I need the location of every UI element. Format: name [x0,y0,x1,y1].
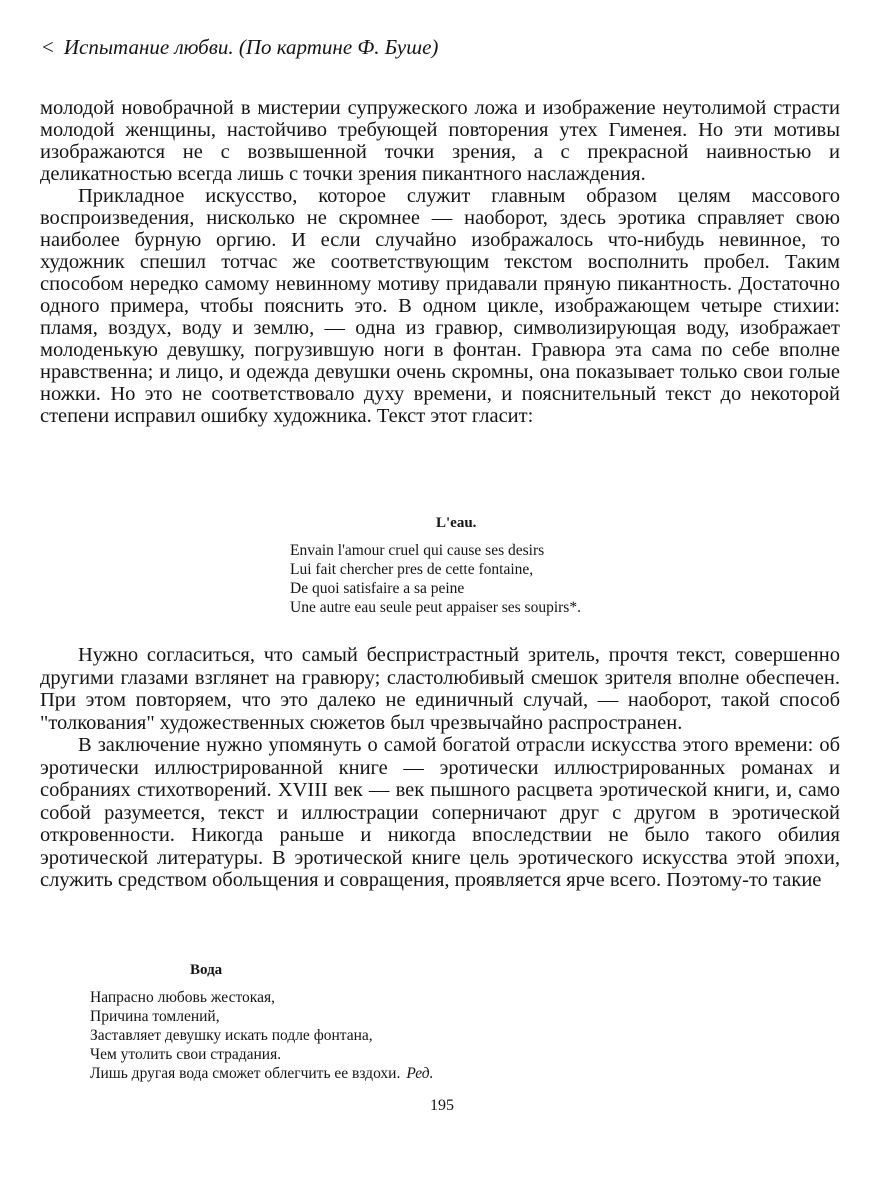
quote-line-1: Envain l'amour cruel qui cause ses desirs [290,542,545,559]
running-head-title: Испытание любви. (По картине Ф. Буше) [63,35,439,59]
paragraph-4: В заключение нужно упомянуть о самой богатой отрасли искусства этого времени: об эротически иллюстрированной книге — эротически иллюстрированных романах и собраниях стихотворений. XVIII век — век пышного расцвета эротической книги, и, само собой разумеется, текст и иллюстрации соперничают друг с другом в эротической откровенности. Никогда раньше и никогда впоследствии не было такого обилия эротической литературы. В эротической книге цель эротического искусства этой эпохи, служить средством обольщения и совращения, проявляется ярче всего. Поэтому-то такие [40,734,840,891]
footnote-translation [90,961,610,1083]
editor-note: Ред. [406,1065,434,1082]
quote-line-3: De quoi satisfaire a sa peine [290,580,465,597]
paragraph-1: молодой новобрачной в мистерии супружеского ложа и изображение неутолимой страсти молодой женщины, настойчиво требующей повторения утех Гименея. Но эти мотивы изображаются не с возвышенной точки зрения, а с прекрасной наивностью и деликатностью всегда лишь с точки зрения пикантного наслаждения. [40,97,840,185]
paragraph-2: Прикладное искусство, которое служит главным образом целям массового воспроизведения, нисколько не скромнее — наоборот, здесь эротика справляет свою наиболее бурную оргию. И если случайно изображалось что-нибудь невинное, то художник спешил тотчас же соответствующим текстом восполнить пробел. Таким способом нередко самому невинному мотиву придавали пряную пикантность. Достаточно одного примера, чтобы пояснить это. В одном цикле, изображающем четыре стихии: пламя, воздух, воду и землю, — одна из гравюр, символизирующая воду, изображает молоденькую девушку, погрузившую ноги в фонтан. Гравюра эта сама по себе вполне нравственна; и лицо, и одежда девушки очень скромны, она показывает только свои голые ножки. Но это не соответствовало духу времени, и пояснительный текст до некоторой степени исправил ошибку художника. Текст этот гласит: [40,185,840,427]
body-text-bottom [40,644,840,892]
quote-line-2: Lui fait chercher pres de cette fontaine, [290,561,534,578]
footnote-line-5 [90,1064,610,1083]
footnote-title: Вода [190,962,223,978]
footnote-line-3: Заставляет девушку искать подле фонтана, [90,1027,373,1044]
paragraph-3: Нужно согласиться, что самый беспристрастный зритель, прочтя текст, совершенно другими глазами взглянет на гравюру; сластолюбивый смешок зрителя вполне обеспечен. При этом повторяем, что это далеко не единичный случай, — наоборот, такой способ "толкования" художественных сюжетов был чрезвычайно распространен. [40,644,840,734]
quote-title: L'eau. [436,515,477,531]
footnote-line-1: Напрасно любовь жестокая, [90,989,275,1006]
back-arrow-icon[interactable]: < [42,35,54,59]
footnote-line-5-text: Лишь другая вода сможет облегчить ее вздохи. [90,1065,401,1082]
quote-line-4: Une autre eau seule peut appaiser ses soupirs*. [290,599,581,616]
page-number: 195 [430,1097,454,1114]
footnote-line-4: Чем утолить свои страдания. [90,1046,282,1063]
running-head [42,34,438,60]
footnote-line-2: Причина томлений, [90,1008,220,1025]
french-verse-quote [290,514,710,617]
body-text-top [40,97,840,427]
